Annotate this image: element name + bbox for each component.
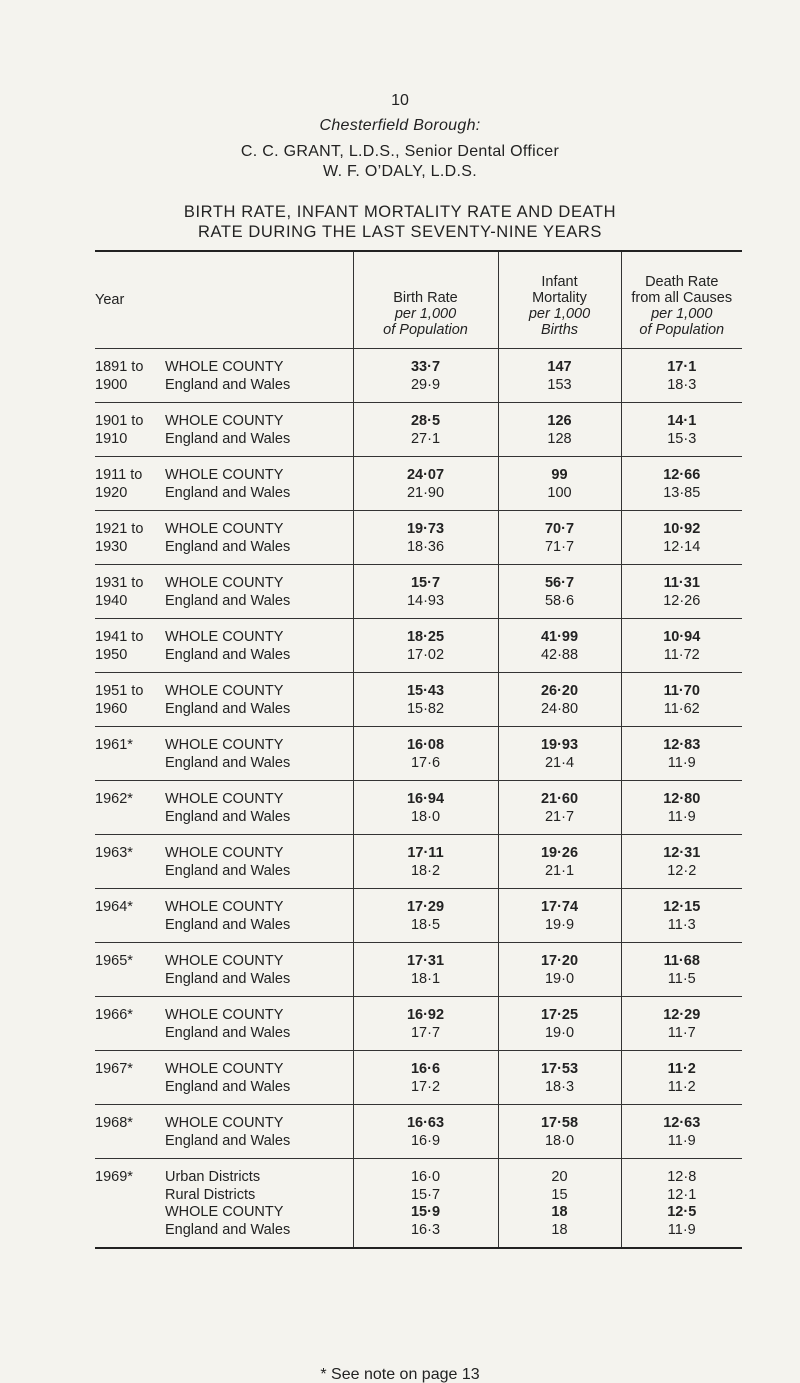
area-cell (165, 511, 353, 565)
table-row (95, 349, 742, 403)
header-infant-line-1: Infant (541, 274, 578, 290)
birth-rate-cell (353, 619, 498, 673)
year-cell (95, 565, 165, 619)
infant-mortality-cell-line: 17·20 (540, 953, 579, 969)
birth-rate-cell (353, 403, 498, 457)
death-rate-cell-line: 12·5 (667, 1204, 697, 1220)
birth-rate-cell-line: 29·9 (410, 376, 441, 393)
birth-rate-cell-line: 17·11 (407, 845, 444, 861)
header-death-line-2: from all Causes (631, 290, 733, 306)
table-row (95, 565, 742, 619)
death-rate-cell-line: 11·68 (663, 953, 700, 969)
death-rate-cell-line: 18·3 (667, 376, 697, 393)
table-header-row (95, 251, 742, 349)
infant-mortality-cell-line: 18·3 (544, 1078, 575, 1095)
death-rate-cell (621, 997, 742, 1051)
birth-rate-cell-line: 15·9 (410, 1204, 441, 1220)
header-infant-line-4: Births (540, 322, 579, 338)
birth-rate-cell-line: 15·7 (410, 575, 441, 591)
infant-mortality-cell (498, 1051, 621, 1105)
area-cell (165, 835, 353, 889)
infant-mortality-cell-line: 26·20 (540, 683, 579, 699)
birth-rate-cell (353, 673, 498, 727)
year-cell-line: 1969* (95, 1169, 133, 1185)
infant-mortality-cell-line: 18·0 (544, 1132, 575, 1149)
table-row (95, 835, 742, 889)
birth-rate-cell-line: 17·29 (406, 899, 445, 915)
header-death-line-3: per 1,000 (651, 306, 713, 322)
infant-mortality-cell-line: 100 (547, 484, 572, 501)
year-cell-line: 1968* (95, 1115, 133, 1131)
year-cell (95, 403, 165, 457)
birth-rate-cell (353, 1159, 498, 1249)
birth-rate-cell-line: 21·90 (406, 484, 445, 501)
year-cell (95, 457, 165, 511)
infant-mortality-cell (498, 349, 621, 403)
table-row (95, 457, 742, 511)
death-rate-cell-line: 12·1 (667, 1186, 697, 1203)
infant-mortality-cell (498, 889, 621, 943)
year-cell (95, 1105, 165, 1159)
rates-table (95, 250, 742, 1249)
birth-rate-cell-line: 18·5 (410, 916, 441, 933)
area-cell-line: England and Wales (165, 970, 291, 987)
officer-line-2: W. F. O’DALY, L.D.S. (323, 163, 477, 180)
birth-rate-cell-line: 17·02 (406, 646, 445, 663)
header-death-line-4: of Population (639, 322, 725, 338)
birth-rate-cell-line: 17·31 (406, 953, 445, 969)
birth-rate-cell-line: 17·2 (410, 1078, 441, 1095)
header-birth-line-3: of Population (383, 322, 468, 338)
death-rate-cell-line: 11·70 (663, 683, 700, 699)
year-cell (95, 727, 165, 781)
birth-rate-cell (353, 457, 498, 511)
area-cell (165, 1159, 353, 1249)
birth-rate-cell-line: 16·0 (410, 1169, 441, 1185)
death-rate-cell-line: 11·9 (667, 1221, 696, 1238)
year-cell-line: 1921 to (95, 521, 144, 537)
year-cell (95, 511, 165, 565)
table-row (95, 889, 742, 943)
infant-mortality-cell (498, 1105, 621, 1159)
infant-mortality-cell-line: 18 (551, 1204, 568, 1220)
area-cell-line: England and Wales (165, 754, 291, 771)
infant-mortality-cell-line: 19·9 (544, 916, 575, 933)
header-death-rate (621, 251, 742, 349)
birth-rate-cell-line: 33·7 (410, 359, 441, 375)
area-cell (165, 889, 353, 943)
area-cell-line: WHOLE COUNTY (165, 683, 284, 699)
death-rate-cell-line: 11·72 (663, 646, 700, 663)
birth-rate-cell (353, 565, 498, 619)
death-rate-cell-line: 11·7 (667, 1024, 696, 1041)
year-cell (95, 835, 165, 889)
area-cell-line: WHOLE COUNTY (165, 521, 284, 537)
year-cell (95, 781, 165, 835)
area-cell (165, 403, 353, 457)
infant-mortality-cell (498, 403, 621, 457)
area-cell-line: England and Wales (165, 808, 291, 825)
death-rate-cell-line: 10·92 (663, 521, 701, 537)
infant-mortality-cell-line: 21·4 (544, 754, 575, 771)
year-cell-line: 1900 (95, 376, 128, 393)
death-rate-cell (621, 349, 742, 403)
death-rate-cell (621, 403, 742, 457)
birth-rate-cell-line: 18·1 (410, 970, 441, 987)
area-cell-line: England and Wales (165, 1078, 291, 1095)
infant-mortality-cell-line: 24·80 (540, 700, 579, 717)
death-rate-cell-line: 12·26 (663, 592, 701, 609)
area-cell-line: England and Wales (165, 916, 291, 933)
area-cell-line: WHOLE COUNTY (165, 1115, 284, 1131)
birth-rate-cell (353, 1105, 498, 1159)
infant-mortality-cell-line: 126 (547, 413, 572, 429)
year-cell (95, 349, 165, 403)
infant-mortality-cell-line: 71·7 (544, 538, 575, 555)
death-rate-cell-line: 11·3 (667, 916, 696, 933)
birth-rate-cell (353, 349, 498, 403)
death-rate-cell (621, 835, 742, 889)
birth-rate-cell-line: 17·6 (410, 754, 441, 771)
year-cell-line: 1951 to (95, 683, 144, 699)
death-rate-cell-line: 12·31 (663, 845, 701, 861)
header-infant-line-2: Mortality (532, 290, 587, 306)
area-cell-line: WHOLE COUNTY (165, 1007, 284, 1023)
area-cell-line: England and Wales (165, 646, 291, 663)
table-row (95, 997, 742, 1051)
area-cell-line: WHOLE COUNTY (165, 1204, 284, 1220)
table-title-line-2: RATE DURING THE LAST SEVENTY-NINE YEARS (198, 223, 602, 241)
death-rate-cell (621, 619, 742, 673)
birth-rate-cell-line: 18·25 (406, 629, 445, 645)
year-cell-line: 1910 (95, 430, 128, 447)
birth-rate-cell (353, 727, 498, 781)
infant-mortality-cell-line: 18 (551, 1221, 568, 1238)
birth-rate-cell-line: 18·36 (406, 538, 445, 555)
header-birth-rate (353, 251, 498, 349)
area-cell-line: England and Wales (165, 484, 291, 501)
page-number: 10 (391, 92, 409, 109)
infant-mortality-cell (498, 943, 621, 997)
area-cell-line: WHOLE COUNTY (165, 953, 284, 969)
birth-rate-cell (353, 781, 498, 835)
birth-rate-cell-line: 18·0 (410, 808, 441, 825)
officer-line-1: C. C. GRANT, L.D.S., Senior Dental Officer (240, 143, 560, 160)
infant-mortality-cell-line: 21·60 (540, 791, 579, 807)
birth-rate-cell-line: 24·07 (406, 467, 445, 483)
area-cell-line: WHOLE COUNTY (165, 629, 284, 645)
area-cell-line: WHOLE COUNTY (165, 791, 284, 807)
infant-mortality-cell (498, 997, 621, 1051)
year-cell-line: 1963* (95, 845, 133, 861)
death-rate-cell (621, 1159, 742, 1249)
area-cell (165, 349, 353, 403)
birth-rate-cell (353, 943, 498, 997)
infant-mortality-cell-line: 17·74 (540, 899, 579, 915)
death-rate-cell-line: 12·63 (663, 1115, 701, 1131)
table-row (95, 1105, 742, 1159)
area-cell-line: WHOLE COUNTY (165, 845, 284, 861)
birth-rate-cell (353, 889, 498, 943)
infant-mortality-cell-line: 128 (547, 430, 572, 447)
birth-rate-cell-line: 27·1 (410, 430, 441, 447)
infant-mortality-cell (498, 619, 621, 673)
table-row (95, 403, 742, 457)
death-rate-cell-line: 12·15 (663, 899, 701, 915)
death-rate-cell (621, 781, 742, 835)
header-death-line-1: Death Rate (645, 274, 719, 290)
death-rate-cell (621, 673, 742, 727)
year-cell-line: 1940 (95, 592, 128, 609)
table-row (95, 673, 742, 727)
table-row (95, 1051, 742, 1105)
birth-rate-cell-line: 15·7 (410, 1186, 441, 1203)
death-rate-cell-line: 11·9 (667, 808, 696, 825)
area-cell-line: England and Wales (165, 862, 291, 879)
death-rate-cell-line: 12·66 (663, 467, 701, 483)
year-cell-line: 1930 (95, 538, 128, 555)
death-rate-cell-line: 12·8 (667, 1169, 697, 1185)
birth-rate-cell-line: 15·43 (406, 683, 445, 699)
header-year: Year (95, 251, 165, 349)
table-row (95, 943, 742, 997)
area-cell (165, 1051, 353, 1105)
infant-mortality-cell (498, 511, 621, 565)
year-cell-line: 1950 (95, 646, 128, 663)
infant-mortality-cell-line: 17·58 (540, 1115, 579, 1131)
year-cell (95, 1051, 165, 1105)
death-rate-cell-line: 11·2 (667, 1061, 696, 1077)
infant-mortality-cell (498, 1159, 621, 1249)
death-rate-cell-line: 12·2 (667, 862, 697, 879)
infant-mortality-cell-line: 21·1 (544, 862, 575, 879)
death-rate-cell-line: 11·31 (663, 575, 700, 591)
area-cell (165, 997, 353, 1051)
area-cell (165, 727, 353, 781)
infant-mortality-cell (498, 727, 621, 781)
death-rate-cell-line: 11·9 (667, 1132, 696, 1149)
area-cell-line: England and Wales (165, 592, 291, 609)
death-rate-cell-line: 13·85 (663, 484, 701, 501)
birth-rate-cell-line: 19·73 (406, 521, 445, 537)
infant-mortality-cell-line: 15 (551, 1186, 568, 1203)
year-cell-line: 1911 to (95, 467, 143, 483)
year-cell-line: 1901 to (95, 413, 144, 429)
birth-rate-cell-line: 16·63 (406, 1115, 445, 1131)
birth-rate-cell-line: 17·7 (410, 1024, 441, 1041)
death-rate-cell (621, 457, 742, 511)
birth-rate-cell-line: 16·3 (410, 1221, 441, 1238)
area-cell-line: WHOLE COUNTY (165, 575, 284, 591)
birth-rate-cell (353, 997, 498, 1051)
year-cell-line: 1966* (95, 1007, 133, 1023)
area-cell-line: England and Wales (165, 1221, 291, 1238)
year-cell-line: 1962* (95, 791, 133, 807)
area-cell-line: WHOLE COUNTY (165, 1061, 284, 1077)
death-rate-cell-line: 12·14 (663, 538, 701, 555)
header-infant-mortality (498, 251, 621, 349)
table-row (95, 511, 742, 565)
birth-rate-cell-line: 14·93 (406, 592, 445, 609)
death-rate-cell (621, 1105, 742, 1159)
table-row (95, 1159, 742, 1249)
year-cell (95, 889, 165, 943)
infant-mortality-cell-line: 21·7 (544, 808, 575, 825)
table-row (95, 727, 742, 781)
birth-rate-cell (353, 511, 498, 565)
infant-mortality-cell-line: 41·99 (540, 629, 579, 645)
death-rate-cell (621, 565, 742, 619)
header-area (165, 251, 353, 349)
year-cell-line: 1931 to (95, 575, 144, 591)
infant-mortality-cell (498, 673, 621, 727)
area-cell (165, 673, 353, 727)
year-cell (95, 619, 165, 673)
infant-mortality-cell-line: 58·6 (544, 592, 575, 609)
header-birth-line-1: Birth Rate (393, 290, 458, 306)
header-birth-line-2: per 1,000 (394, 306, 457, 322)
death-rate-cell-line: 11·5 (667, 970, 696, 987)
infant-mortality-cell-line: 56·7 (544, 575, 575, 591)
birth-rate-cell-line: 16·6 (410, 1061, 441, 1077)
infant-mortality-cell-line: 17·53 (540, 1061, 579, 1077)
infant-mortality-cell (498, 781, 621, 835)
year-cell-line: 1964* (95, 899, 133, 915)
table-body (95, 349, 742, 1249)
area-cell-line: WHOLE COUNTY (165, 467, 284, 483)
death-rate-cell-line: 11·62 (663, 700, 700, 717)
birth-rate-cell-line: 28·5 (410, 413, 441, 429)
birth-rate-cell-line: 15·82 (406, 700, 445, 717)
death-rate-cell-line: 11·9 (667, 754, 696, 771)
infant-mortality-cell-line: 19·93 (540, 737, 579, 753)
birth-rate-cell-line: 16·9 (410, 1132, 441, 1149)
year-cell-line: 1967* (95, 1061, 133, 1077)
death-rate-cell (621, 727, 742, 781)
death-rate-cell (621, 943, 742, 997)
death-rate-cell-line: 11·2 (667, 1078, 696, 1095)
area-cell (165, 943, 353, 997)
infant-mortality-cell (498, 835, 621, 889)
area-cell-line: England and Wales (165, 1024, 291, 1041)
infant-mortality-cell-line: 147 (547, 359, 572, 375)
infant-mortality-cell-line: 19·0 (544, 1024, 575, 1041)
table-row (95, 619, 742, 673)
area-cell (165, 1105, 353, 1159)
infant-mortality-cell-line: 153 (547, 376, 572, 393)
table-title-line-1: BIRTH RATE, INFANT MORTALITY RATE AND DEATH (183, 203, 617, 221)
death-rate-cell-line: 15·3 (667, 430, 697, 447)
area-cell-line: England and Wales (165, 700, 291, 717)
year-cell (95, 673, 165, 727)
death-rate-cell-line: 12·80 (663, 791, 701, 807)
area-cell (165, 781, 353, 835)
death-rate-cell-line: 17·1 (667, 359, 697, 375)
infant-mortality-cell-line: 42·88 (540, 646, 579, 663)
area-cell-line: Rural Districts (165, 1186, 256, 1203)
birth-rate-cell-line: 16·08 (406, 737, 445, 753)
birth-rate-cell-line: 18·2 (410, 862, 441, 879)
death-rate-cell-line: 12·83 (663, 737, 701, 753)
table-row (95, 781, 742, 835)
area-cell (165, 565, 353, 619)
area-cell-line: WHOLE COUNTY (165, 899, 284, 915)
death-rate-cell (621, 1051, 742, 1105)
death-rate-cell-line: 10·94 (663, 629, 701, 645)
year-cell-line: 1960 (95, 700, 128, 717)
birth-rate-cell (353, 835, 498, 889)
area-cell-line: England and Wales (165, 1132, 291, 1149)
infant-mortality-cell-line: 17·25 (540, 1007, 579, 1023)
year-cell-line: 1941 to (95, 629, 144, 645)
year-cell (95, 997, 165, 1051)
death-rate-cell (621, 889, 742, 943)
infant-mortality-cell-line: 70·7 (544, 521, 575, 537)
year-cell-line: 1961* (95, 737, 133, 753)
area-cell-line: Urban Districts (165, 1169, 261, 1185)
area-cell-line: WHOLE COUNTY (165, 359, 284, 375)
death-rate-cell (621, 511, 742, 565)
borough-heading: Chesterfield Borough: (319, 117, 481, 134)
infant-mortality-cell (498, 457, 621, 511)
birth-rate-cell-line: 16·92 (406, 1007, 445, 1023)
death-rate-cell-line: 12·29 (663, 1007, 701, 1023)
year-cell-line: 1891 to (95, 359, 144, 375)
death-rate-cell-line: 14·1 (667, 413, 697, 429)
year-cell (95, 943, 165, 997)
infant-mortality-cell-line: 19·26 (540, 845, 579, 861)
birth-rate-cell-line: 16·94 (406, 791, 445, 807)
infant-mortality-cell-line: 19·0 (544, 970, 575, 987)
year-cell-line: 1965* (95, 953, 133, 969)
area-cell (165, 619, 353, 673)
area-cell-line: WHOLE COUNTY (165, 737, 284, 753)
year-cell-line: 1920 (95, 484, 128, 501)
area-cell-line: England and Wales (165, 538, 291, 555)
infant-mortality-cell (498, 565, 621, 619)
infant-mortality-cell-line: 99 (551, 467, 568, 483)
area-cell-line: WHOLE COUNTY (165, 413, 284, 429)
area-cell (165, 457, 353, 511)
footnote: * See note on page 13 (320, 1366, 480, 1383)
area-cell-line: England and Wales (165, 430, 291, 447)
header-infant-line-3: per 1,000 (528, 306, 591, 322)
birth-rate-cell (353, 1051, 498, 1105)
area-cell-line: England and Wales (165, 376, 291, 393)
infant-mortality-cell-line: 20 (551, 1169, 568, 1185)
year-cell (95, 1159, 165, 1249)
